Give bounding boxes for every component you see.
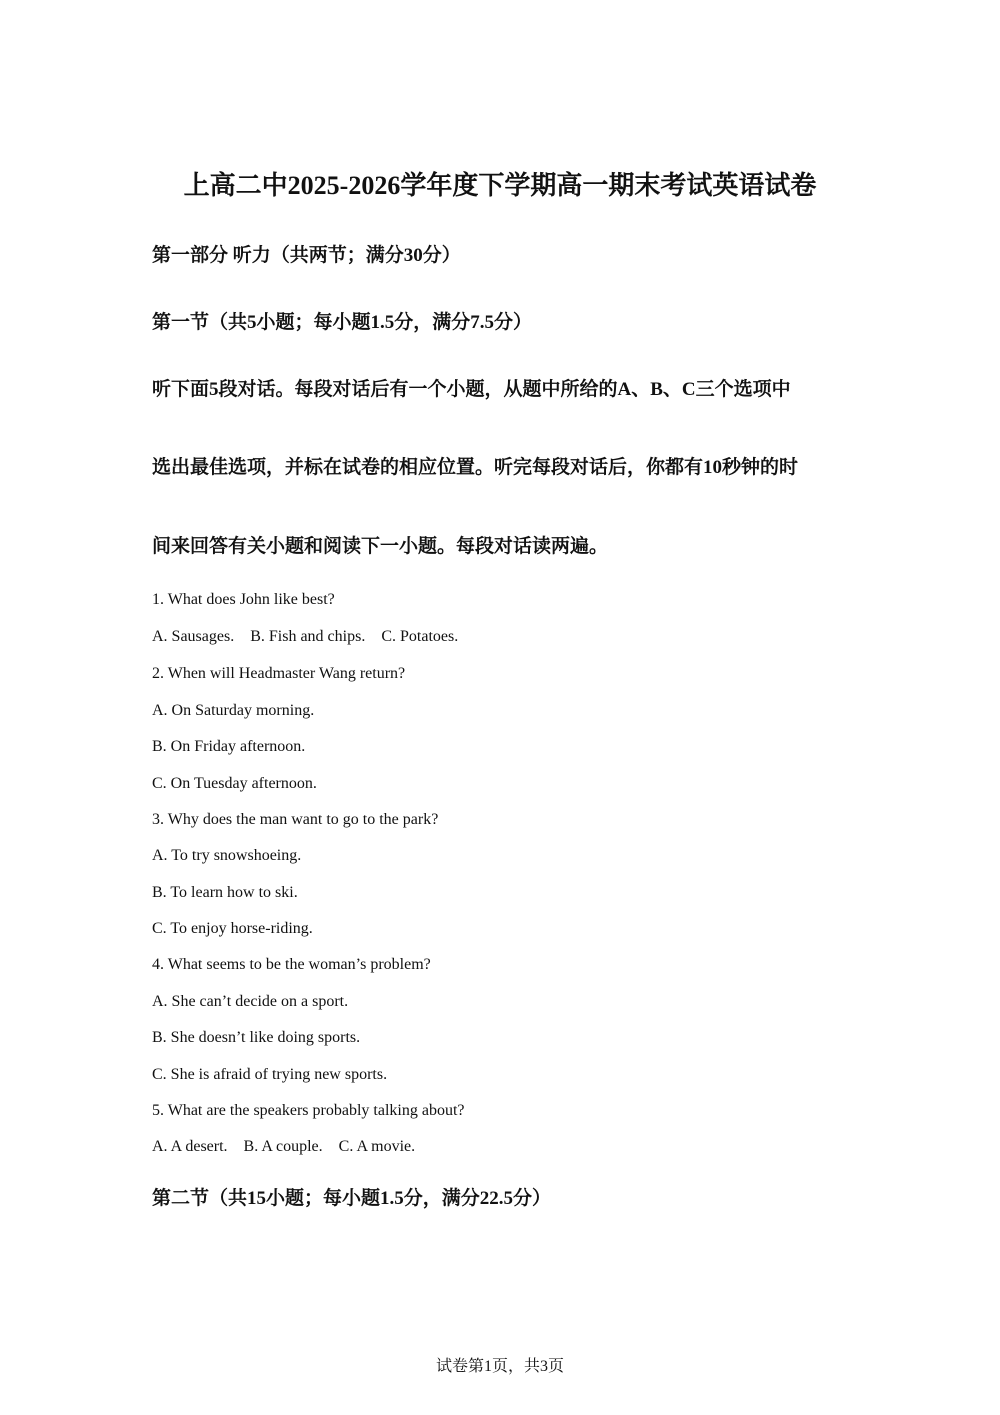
question-5: 5. What are the speakers probably talking about? <box>152 1102 465 1119</box>
question-4-option-a: A. She can’t decide on a sport. <box>152 993 349 1010</box>
instruction-line-1: 听下面5段对话。每段对话后有一个小题，从题中所给的A、B、C三个选项中 <box>152 379 791 400</box>
question-3-option-b: B. To learn how to ski. <box>152 884 298 901</box>
question-5-options: A. A desert. B. A couple. C. A movie. <box>152 1138 416 1155</box>
question-1: 1. What does John like best? <box>152 591 335 608</box>
question-2-option-c: C. On Tuesday afternoon. <box>152 775 317 792</box>
question-3-option-a: A. To try snowshoeing. <box>152 847 302 864</box>
question-3-option-c: C. To enjoy horse-riding. <box>152 920 313 937</box>
instruction-line-2: 选出最佳选项，并标在试卷的相应位置。听完每段对话后，你都有10秒钟的时 <box>152 457 799 478</box>
question-1-options: A. Sausages. B. Fish and chips. C. Potatoes. <box>152 628 459 645</box>
section1-heading: 第一节（共5小题；每小题1.5分，满分7.5分） <box>152 312 533 333</box>
exam-title: 上高二中2025-2026学年度下学期高一期末考试英语试卷 <box>183 171 817 200</box>
question-2-option-a: A. On Saturday morning. <box>152 702 315 719</box>
question-4-option-c: C. She is afraid of trying new sports. <box>152 1066 388 1083</box>
question-2: 2. When will Headmaster Wang return? <box>152 665 406 682</box>
section2-heading: 第二节（共15小题；每小题1.5分，满分22.5分） <box>152 1188 552 1209</box>
question-4: 4. What seems to be the woman’s problem? <box>152 956 431 973</box>
question-4-option-b: B. She doesn’t like doing sports. <box>152 1029 361 1046</box>
part1-heading: 第一部分 听力（共两节；满分30分） <box>152 245 461 266</box>
question-2-option-b: B. On Friday afternoon. <box>152 738 306 755</box>
question-3: 3. Why does the man want to go to the park? <box>152 811 439 828</box>
page-footer: 试卷第1页，共3页 <box>435 1358 564 1375</box>
instruction-line-3: 间来回答有关小题和阅读下一小题。每段对话读两遍。 <box>152 536 609 557</box>
